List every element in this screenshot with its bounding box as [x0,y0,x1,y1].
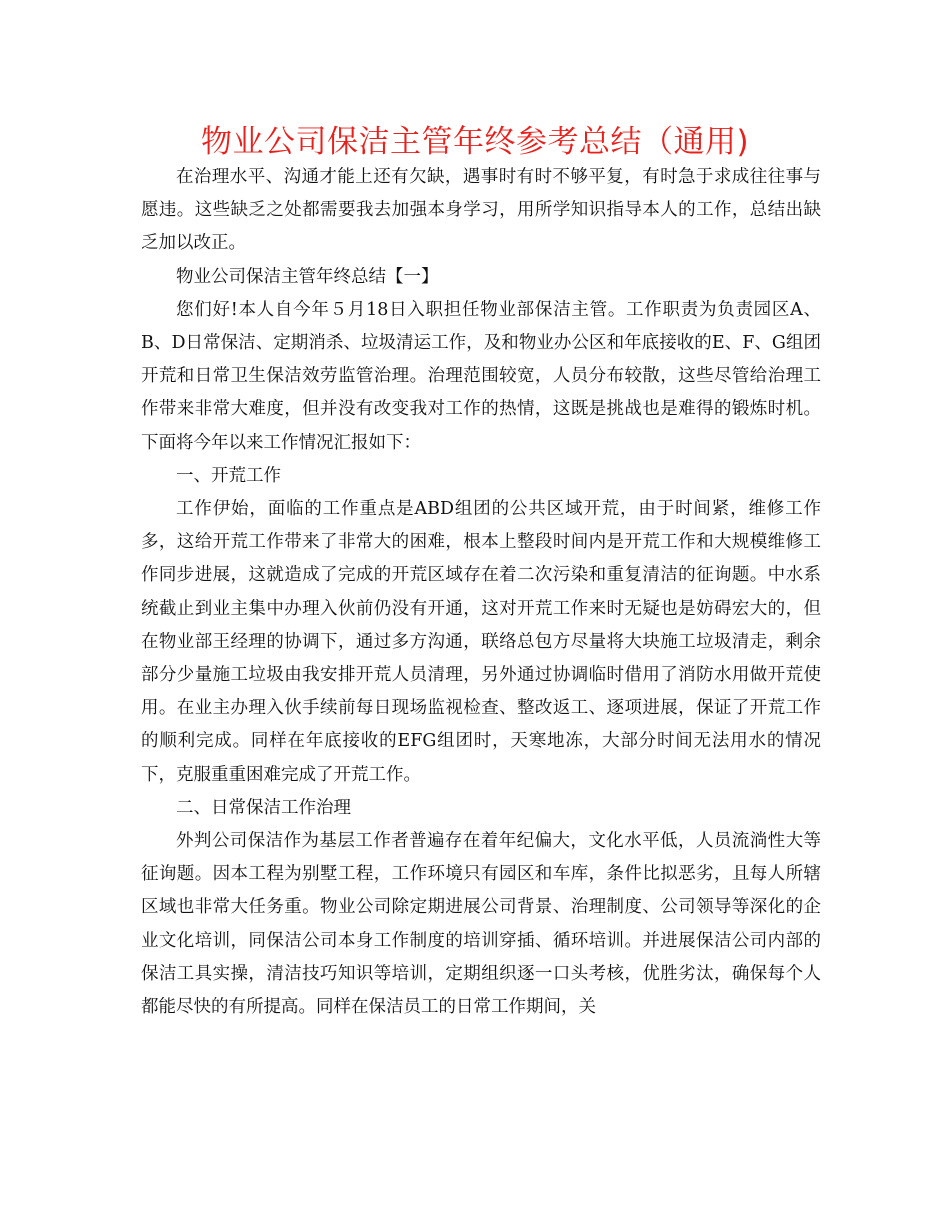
paragraph: 您们好!本人自今年５月18日入职担任物业部保洁主管。工作职责为负责园区A、B、D日常保洁、定期消杀、垃圾清运工作，及和物业办公区和年底接收的E、F、G组团开荒和日常卫生保洁效劳监管治理。治理范围较宽，人员分布较散，这些尽管给治理工作带来非常大难度，但并没有改变我对工作的热情，这既是挑战也是难得的锻炼时机。下面将今年以来工作情况汇报如下： [141,299,821,453]
section-heading: 一、开荒工作 [176,465,281,486]
document-title: 物业公司保洁主管年终参考总结（通用) [200,124,750,160]
section-heading: 物业公司保洁主管年终总结【一】 [176,266,439,287]
paragraph: 工作伊始，面临的工作重点是ABD组团的公共区域开荒，由于时间紧，维修工作多，这给开荒工作带来了非常大的困难，根本上整段时间内是开荒工作和大规模维修工作同步进展，这就造成了完成的开荒区域存在着二次污染和重复清洁的征询题。中水系统截止到业主集中办理入伙前仍没有开通，这对开荒工作来时无疑也是妨碍宏大的，但在物业部王经理的协调下，通过多方沟通，联络总包方尽量将大块施工垃圾清走，剩余部分少量施工垃圾由我安排开荒人员清理，另外通过协调临时借用了消防水用做开荒使用。在业主办理入伙手续前每日现场监视检查、整改返工、逐项进展，保证了开荒工作的顺利完成。同样在年底接收的EFG组团时，天寒地冻，大部分时间无法用水的情况下，克服重重困难完成了开荒工作。 [141,499,821,785]
paragraph: 在治理水平、沟通才能上还有欠缺，遇事时有时不够平复，有时急于求成往往事与愿违。这些缺乏之处都需要我去加强本身学习，用所学知识指导本人的工作，总结出缺乏加以改正。 [141,167,821,254]
paragraph: 外判公司保洁作为基层工作者普遍存在着年纪偏大，文化水平低，人员流淌性大等征询题。因本工程为别墅工程，工作环境只有园区和车库，条件比拟恶劣，且每人所辖区域也非常大任务重。物业公司除定期进展公司背景、治理制度、公司领导等深化的企业文化培训，同保洁公司本身工作制度的培训穿插、循环培训。并进展保洁公司内部的保洁工具实操，清洁技巧知识等培训，定期组织逐一口头考核，优胜劣汰，确保每个人都能尽快的有所提高。同样在保洁员工的日常工作期间，关 [141,831,821,1018]
document-body [141,161,821,1024]
section-heading: 二、日常保洁工作治理 [176,797,351,818]
